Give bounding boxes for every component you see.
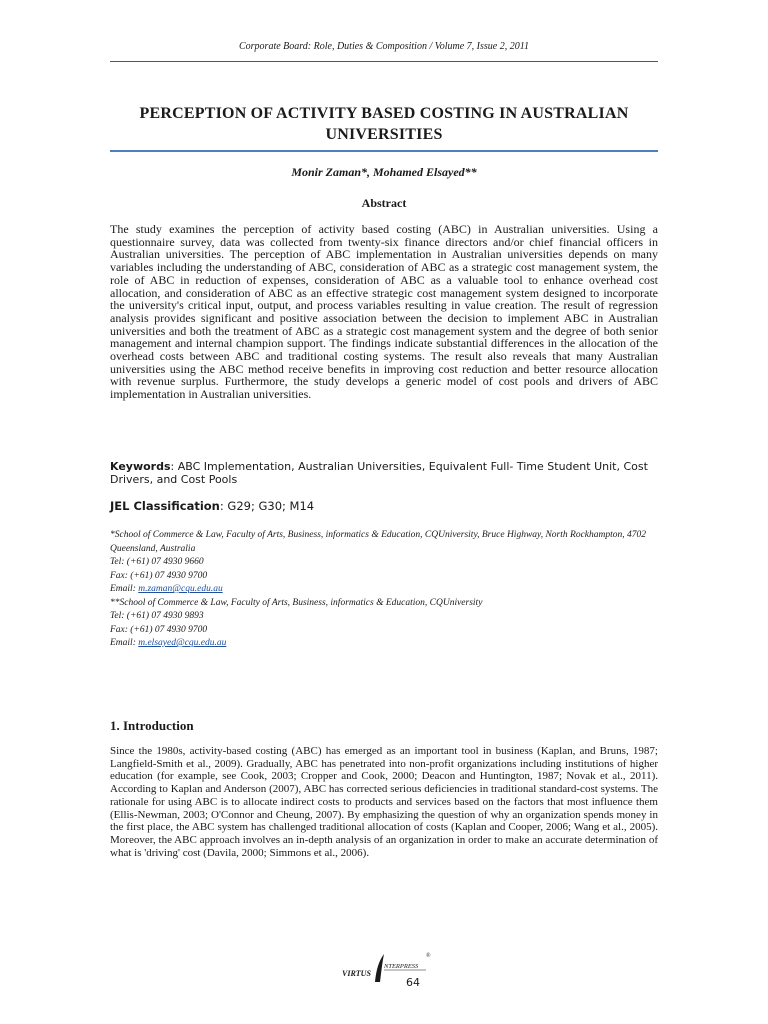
abstract-heading: Abstract xyxy=(361,196,407,210)
affiliation-1-email-line xyxy=(110,583,658,597)
author-line: Monir Zaman*, Mohamed Elsayed** xyxy=(291,165,477,179)
introduction-text: Since the 1980s, activity-based costing (ABC) has emerged as an important tool in business (Kaplan, and Bruns, 1987; Langfield-Smith et al., 2009). Gradually, ABC has penetrated into non-profit organizations including institutions of higher education (for example, see Cook, 2003; Cropper and Cook, 2000; Deacon and Huntington, 1987; Novak et al., 2011). According to Kaplan and Anderson (2007), ABC has corrected serious deficiencies in traditional standard-cost systems. The rationale for using ABC is to allocate indirect costs to products and services based on the factors that most influence them (Ellis-Newman, 2003; O'Connor and Cheung, 2007). By emphasizing the question of why an organization spends money in the first place, the ABC system has challenged traditional allocation of costs (Kaplan and Cooper, 2006; Wang et al., 2005). Moreover, the ABC approach involves an in-depth analysis of an organization in order to make an accurate determination of what is 'driving' cost (Davila, 2000; Simmons et al., 2006). xyxy=(110,745,658,859)
affiliation-1-tel: Tel: (+61) 07 4930 9660 xyxy=(110,557,204,567)
jel-label: JEL Classification xyxy=(110,499,220,513)
section-heading-introduction: 1. Introduction xyxy=(110,718,194,733)
jel-classification-line xyxy=(110,499,658,513)
email-link-zaman[interactable]: m.zaman@cqu.edu.au xyxy=(138,584,223,594)
title-rule xyxy=(110,150,658,152)
affiliation-2-tel: Tel: (+61) 07 4930 9893 xyxy=(110,611,204,621)
affiliation-2-email-line xyxy=(110,637,658,651)
keywords-text: : ABC Implementation, Australian Universities, Equivalent Full- Time Student Unit, Cost Drivers, and Cost Pools xyxy=(110,460,648,486)
email-label: Email: xyxy=(110,638,139,648)
running-head: Corporate Board: Role, Duties & Composition / Volume 7, Issue 2, 2011 xyxy=(239,41,529,52)
jel-codes: : G29; G30; M14 xyxy=(219,499,315,513)
affiliation-2: **School of Commerce & Law, Faculty of Arts, Business, informatics & Education, CQUniversity xyxy=(110,597,483,608)
keywords-label: Keywords xyxy=(110,460,171,473)
email-link-elsayed[interactable]: m.elsayed@cqu.edu.au xyxy=(138,638,227,648)
keywords-line xyxy=(110,460,658,486)
affiliation-1: *School of Commerce & Law, Faculty of Arts, Business, informatics & Education, CQUniversity, Bruce Highway, North Rockhampton, 4702 Queensland, Australia xyxy=(110,530,647,554)
affiliation-1-fax: Fax: (+61) 07 4930 9700 xyxy=(110,570,208,581)
header-rule xyxy=(110,61,658,62)
logo-word-virtus: VIRTUS xyxy=(342,969,371,978)
affiliation-2-fax: Fax: (+61) 07 4930 9700 xyxy=(110,624,208,635)
registered-mark: ® xyxy=(426,953,431,959)
logo-word-interpress: NTERPRESS xyxy=(384,963,419,970)
author-affiliations xyxy=(110,529,658,651)
abstract-text: The study examines the perception of activity based costing (ABC) in Australian universities. Using a questionnaire survey, data was collected from twenty-six finance directors and/or chief financial officers in Australian universities. The perception of ABC implementation in Australian universities depends on many variables including the understanding of ABC, consideration of ABC as a strategic cost management system, the role of ABC in reduction of expenses, consideration of ABC as a valuable tool to enhance overhead cost allocation, and consideration of ABC as an effective strategic cost management system designed to incorporate the university's critical input, output, and process variables resulting in value creation. The result of regression analysis provides significant and positive association between the decision to implement ABC in Australian universities and both the treatment of ABC as a strategic cost management system and the degree of both senior management and internal champion support. The findings indicate substantial differences in the allocation of the overhead costs between ABC and traditional costing systems. The result also reveals that many Australian universities using the ABC method receive benefits in improving cost reduction and better resource allocation with revenue surplus. Furthermore, the study develops a generic model of cost pools and drivers of ABC implementation in Australian universities. xyxy=(110,222,658,402)
page-number: 64 xyxy=(406,976,420,989)
email-label: Email: xyxy=(110,584,139,594)
paper-title: PERCEPTION OF ACTIVITY BASED COSTING IN AUSTRALIAN UNIVERSITIES xyxy=(139,105,629,143)
logo-quill-icon xyxy=(375,954,384,982)
